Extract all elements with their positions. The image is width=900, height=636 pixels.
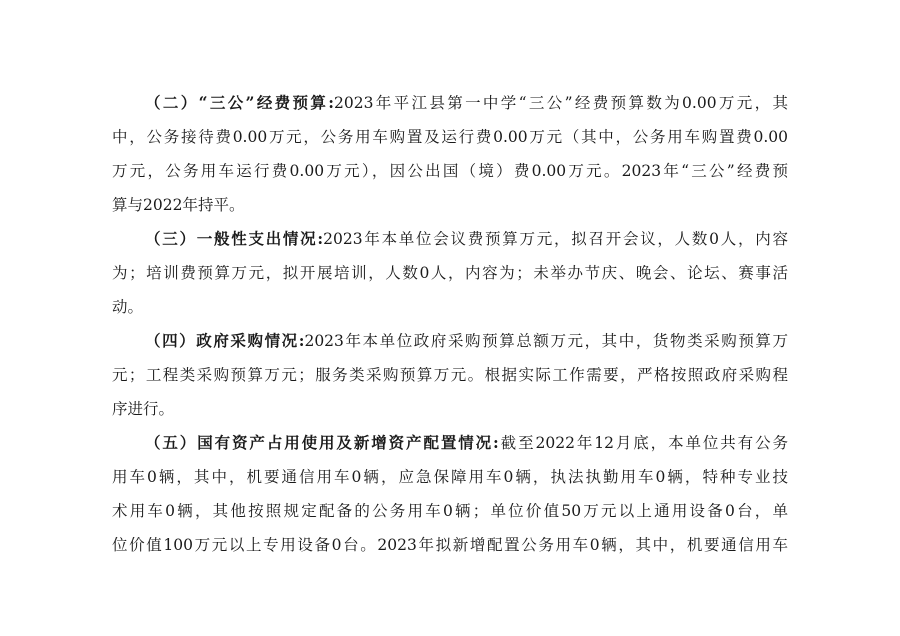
paragraph-line: 序进行。 (112, 400, 175, 418)
section-heading: （四）政府采购情况: (145, 331, 305, 350)
section-heading: （五）国有资产占用使用及新增资产配置情况: (145, 433, 499, 452)
paragraph-line: 元；工程类采购预算万元；服务类采购预算万元。根据实际工作需要，严格按照政府采购程 (112, 366, 788, 384)
paragraph-line (145, 92, 788, 114)
paragraph-line: 中，公务接待费0.00万元，公务用车购置及运行费0.00万元（其中，公务用车购置费0.00 (112, 128, 788, 146)
paragraph-line (145, 330, 788, 352)
paragraph-text: 2023年本单位政府采购预算总额万元，其中，货物类采购预算万 (304, 332, 788, 350)
paragraph-text: 2023年平江县第一中学“三公”经费预算数为0.00万元，其 (333, 94, 788, 112)
paragraph-line: 为；培训费预算万元，拟开展培训，人数0人，内容为；未举办节庆、晚会、论坛、赛事活 (112, 264, 788, 282)
section-heading: （三）一般性支出情况: (145, 229, 324, 248)
paragraph-line: 算与2022年持平。 (112, 196, 245, 214)
paragraph-line: 术用车0辆，其他按照规定配备的公务用车0辆；单位价值50万元以上通用设备0台，单 (112, 502, 788, 520)
paragraph-line: 位价值100万元以上专用设备0台。2023年拟新增配置公务用车0辆，其中，机要通信用车 (112, 536, 788, 554)
section-heading: （二）“三公”经费预算: (145, 93, 334, 112)
paragraph-line (145, 432, 788, 454)
paragraph-line: 用车0辆，其中，机要通信用车0辆，应急保障用车0辆，执法执勤用车0辆，特种专业技 (112, 468, 788, 486)
paragraph-line: 动。 (112, 298, 144, 316)
paragraph-text: 截至2022年12月底，本单位共有公务 (498, 434, 788, 452)
paragraph-line: 万元，公务用车运行费0.00万元），因公出国（境）费0.00万元。2023年“三公”经费预 (112, 162, 788, 180)
paragraph-text: 2023年本单位会议费预算万元，拟召开会议，人数0人，内容 (323, 230, 788, 248)
paragraph-line (145, 228, 788, 250)
